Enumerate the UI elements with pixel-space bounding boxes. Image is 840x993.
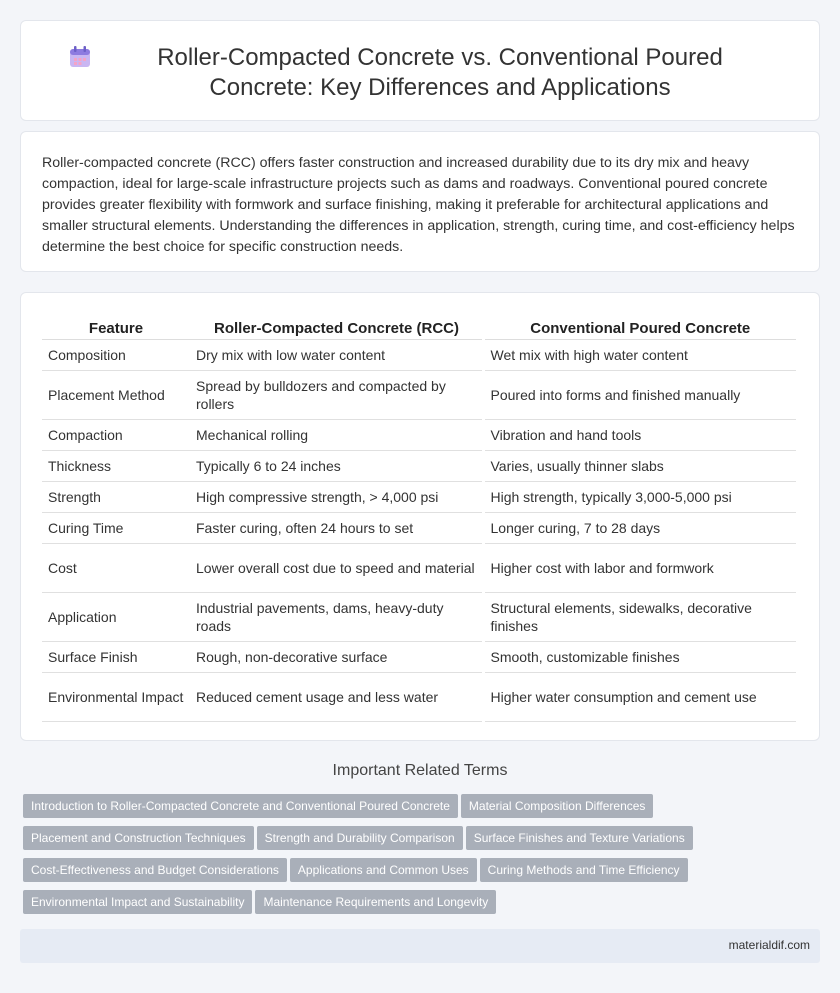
feature-cell: Placement Method	[42, 371, 190, 420]
comparison-card	[20, 292, 820, 741]
feature-cell: Thickness	[42, 451, 190, 482]
comparison-table	[42, 315, 799, 722]
related-term-tag[interactable]: Curing Methods and Time Efficiency	[480, 858, 688, 882]
table-row	[42, 420, 798, 451]
table-row	[42, 593, 798, 642]
related-terms-list	[23, 794, 813, 922]
table-row	[42, 340, 798, 371]
conventional-cell: Poured into forms and finished manually	[483, 371, 798, 420]
feature-cell: Application	[42, 593, 190, 642]
header-rcc: Roller-Compacted Concrete (RCC)	[190, 315, 483, 340]
conventional-cell: Varies, usually thinner slabs	[483, 451, 798, 482]
feature-cell: Environmental Impact	[42, 673, 190, 722]
table-header-row	[42, 315, 798, 340]
related-term-tag[interactable]: Introduction to Roller-Compacted Concrete and Conventional Poured Concrete	[23, 794, 458, 818]
table-row	[42, 513, 798, 544]
feature-cell: Compaction	[42, 420, 190, 451]
related-term-tag[interactable]: Material Composition Differences	[461, 794, 654, 818]
feature-cell: Strength	[42, 482, 190, 513]
header-conventional: Conventional Poured Concrete	[483, 315, 798, 340]
table-row	[42, 673, 798, 722]
conventional-cell: Longer curing, 7 to 28 days	[483, 513, 798, 544]
rcc-cell: Faster curing, often 24 hours to set	[190, 513, 483, 544]
rcc-cell: Spread by bulldozers and compacted by rollers	[190, 371, 483, 420]
related-term-tag[interactable]: Surface Finishes and Texture Variations	[466, 826, 693, 850]
rcc-cell: Dry mix with low water content	[190, 340, 483, 371]
conventional-cell: Higher cost with labor and formwork	[483, 544, 798, 593]
related-term-tag[interactable]: Placement and Construction Techniques	[23, 826, 254, 850]
feature-cell: Cost	[42, 544, 190, 593]
title-card	[20, 20, 820, 121]
conventional-cell: Smooth, customizable finishes	[483, 642, 798, 673]
conventional-cell: Higher water consumption and cement use	[483, 673, 798, 722]
rcc-cell: High compressive strength, > 4,000 psi	[190, 482, 483, 513]
rcc-cell: Rough, non-decorative surface	[190, 642, 483, 673]
footer-site[interactable]: materialdif.com	[728, 938, 810, 952]
feature-cell: Composition	[42, 340, 190, 371]
feature-cell: Curing Time	[42, 513, 190, 544]
related-term-tag[interactable]: Applications and Common Uses	[290, 858, 477, 882]
table-row	[42, 642, 798, 673]
related-term-tag[interactable]: Maintenance Requirements and Longevity	[255, 890, 496, 914]
table-row	[42, 544, 798, 593]
rcc-cell: Typically 6 to 24 inches	[190, 451, 483, 482]
table-row	[42, 482, 798, 513]
conventional-cell: Wet mix with high water content	[483, 340, 798, 371]
table-row	[42, 451, 798, 482]
feature-cell: Surface Finish	[42, 642, 190, 673]
header-feature: Feature	[42, 315, 190, 340]
intro-paragraph: Roller-compacted concrete (RCC) offers faster construction and increased durability due to its dry mix and heavy compaction, ideal for large-scale infrastructure projects such as dams and roadways. Conventional poured concrete provides greater flexibility with formwork and surface finishing, making it preferable for architectural applications and smaller structural elements. Understanding the differences in application, strength, curing time, and cost-efficiency helps determine the best choice for specific construction needs.	[42, 155, 795, 255]
rcc-cell: Mechanical rolling	[190, 420, 483, 451]
related-term-tag[interactable]: Strength and Durability Comparison	[257, 826, 463, 850]
conventional-cell: Structural elements, sidewalks, decorative finishes	[483, 593, 798, 642]
rcc-cell: Industrial pavements, dams, heavy-duty roads	[190, 593, 483, 642]
table-row	[42, 371, 798, 420]
footer	[20, 929, 820, 963]
related-terms-title: Important Related Terms	[332, 762, 508, 779]
rcc-cell: Reduced cement usage and less water	[190, 673, 483, 722]
related-term-tag[interactable]: Cost-Effectiveness and Budget Considerations	[23, 858, 287, 882]
conventional-cell: Vibration and hand tools	[483, 420, 798, 451]
rcc-cell: Lower overall cost due to speed and material	[190, 544, 483, 593]
conventional-cell: High strength, typically 3,000-5,000 psi	[483, 482, 798, 513]
related-term-tag[interactable]: Environmental Impact and Sustainability	[23, 890, 252, 914]
page-title: Roller-Compacted Concrete vs. Conventional Poured Concrete: Key Differences and Applications	[157, 44, 723, 101]
intro-card	[20, 131, 820, 272]
